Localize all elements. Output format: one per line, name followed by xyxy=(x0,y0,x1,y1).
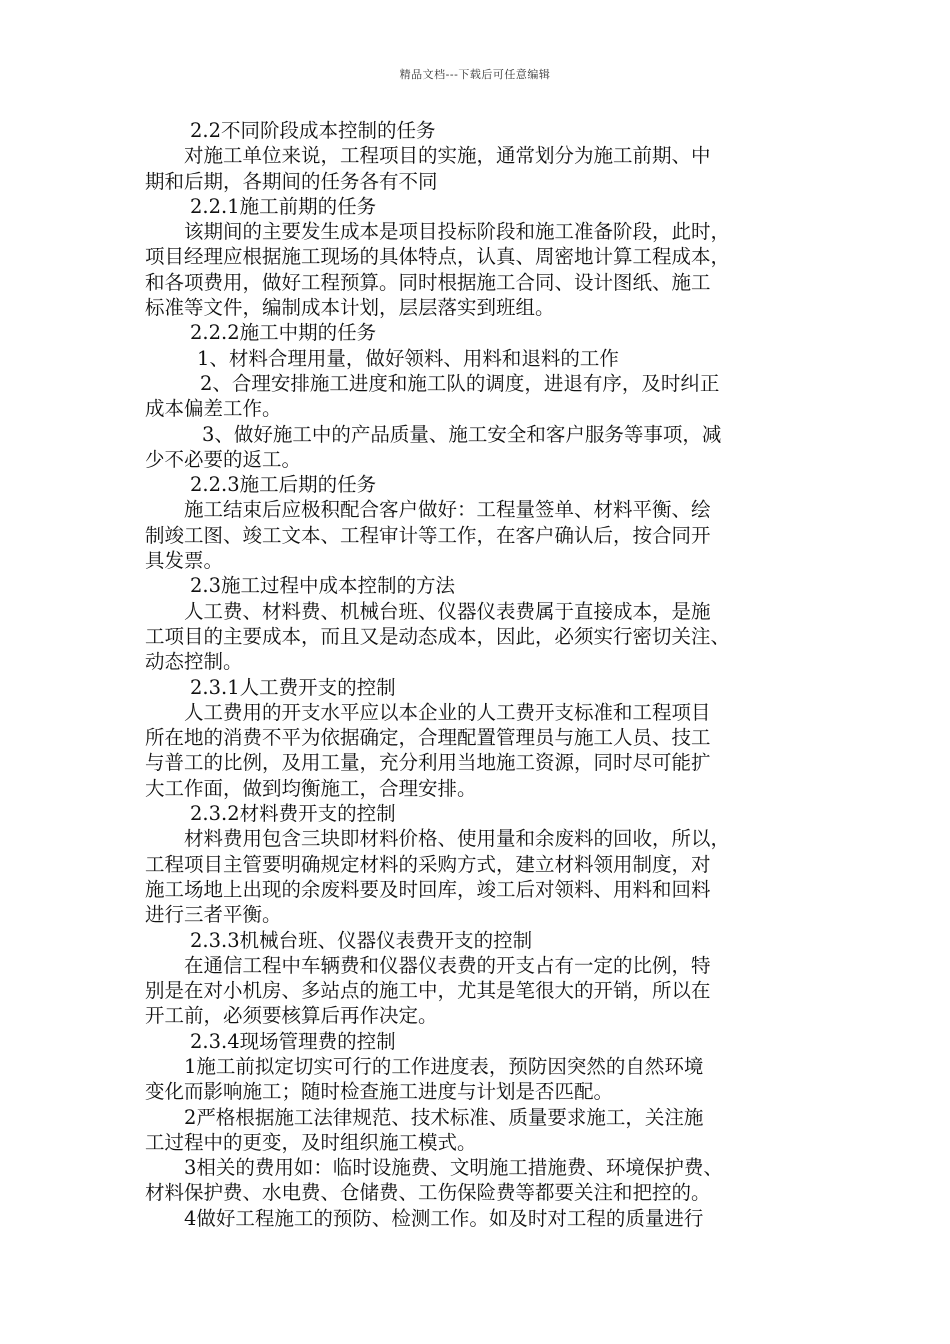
section-heading: 2.2不同阶段成本控制的任务 xyxy=(190,119,436,142)
page-header: 精品文档---下载后可任意编辑 xyxy=(399,68,551,81)
text-line: 该期间的主要发生成本是项目投标阶段和施工准备阶段，此时， xyxy=(184,220,731,244)
text-line: 所在地的消费不平为依据确定，合理配置管理员与施工人员、技工 xyxy=(145,726,711,750)
text-line: 工程项目主管要明确规定材料的采购方式，建立材料领用制度，对 xyxy=(145,852,711,876)
text-line: 3相关的费用如：临时设施费、文明施工措施费、环境保护费、 xyxy=(184,1156,723,1180)
text-line: 对施工单位来说，工程项目的实施，通常划分为施工前期、中 xyxy=(184,144,711,168)
text-line: 少不必要的返工。 xyxy=(145,447,302,471)
section-heading: 2.2.3施工后期的任务 xyxy=(190,473,377,497)
text-line: 在通信工程中车辆费和仪器仪表费的开支占有一定的比例，特 xyxy=(184,953,711,977)
text-line: 3、做好施工中的产品质量、施工安全和客户服务等事项，减 xyxy=(202,422,722,446)
text-line: 人工费用的开支水平应以本企业的人工费开支标准和工程项目 xyxy=(184,700,711,724)
text-line: 工过程中的更变，及时组织施工模式。 xyxy=(145,1130,477,1154)
text-line: 成本偏差工作。 xyxy=(145,397,282,421)
text-line: 材料费用包含三块即材料价格、使用量和余废料的回收，所以， xyxy=(184,827,731,851)
text-line: 期和后期，各期间的任务各有不同 xyxy=(145,169,438,193)
text-line: 施工结束后应极积配合客户做好：工程量签单、材料平衡、绘 xyxy=(184,498,711,522)
text-line: 标准等文件，编制成本计划，层层落实到班组。 xyxy=(145,296,555,320)
text-line: 工项目的主要成本，而且又是动态成本，因此，必须实行密切关注、 xyxy=(145,624,731,648)
section-heading: 2.3.3机械台班、仪器仪表费开支的控制 xyxy=(190,928,533,952)
text-line: 1施工前拟定切实可行的工作进度表，预防因突然的自然环境 xyxy=(184,1054,704,1078)
text-line: 施工场地上出现的余废料要及时回库，竣工后对领料、用料和回料 xyxy=(145,877,711,901)
section-heading: 2.2.1施工前期的任务 xyxy=(190,194,377,218)
section-heading: 2.2.2施工中期的任务 xyxy=(190,321,377,345)
section-heading: 2.3施工过程中成本控制的方法 xyxy=(190,574,456,598)
text-line: 材料保护费、水电费、仓储费、工伤保险费等都要关注和把控的。 xyxy=(145,1181,711,1205)
text-line: 4做好工程施工的预防、检测工作。如及时对工程的质量进行 xyxy=(184,1206,704,1230)
section-heading: 2.3.1人工费开支的控制 xyxy=(190,675,396,699)
text-line: 制竣工图、竣工文本、工程审计等工作，在客户确认后，按合同开 xyxy=(145,523,711,547)
text-line: 别是在对小机房、多站点的施工中，尤其是笔很大的开销，所以在 xyxy=(145,979,711,1003)
text-line: 和各项费用，做好工程预算。同时根据施工合同、设计图纸、施工 xyxy=(145,270,711,294)
text-line: 2、合理安排施工进度和施工队的调度，进退有序，及时纠正 xyxy=(200,371,720,395)
text-line: 开工前，必须要核算后再作决定。 xyxy=(145,1004,438,1028)
text-line: 具发票。 xyxy=(145,549,224,573)
section-heading: 2.3.2材料费开支的控制 xyxy=(190,802,396,826)
text-line: 变化而影响施工；随时检查施工进度与计划是否匹配。 xyxy=(145,1080,614,1104)
section-heading: 2.3.4现场管理费的控制 xyxy=(190,1029,396,1053)
text-line: 1、材料合理用量，做好领料、用料和退料的工作 xyxy=(197,346,619,370)
text-line: 进行三者平衡。 xyxy=(145,903,282,927)
text-line: 人工费、材料费、机械台班、仪器仪表费属于直接成本，是施 xyxy=(184,599,711,623)
document-body xyxy=(145,118,805,1231)
text-line: 2严格根据施工法律规范、技术标准、质量要求施工，关注施 xyxy=(184,1105,704,1129)
text-line: 动态控制。 xyxy=(145,650,243,674)
text-line: 大工作面，做到均衡施工，合理安排。 xyxy=(145,776,477,800)
text-line: 项目经理应根据施工现场的具体特点，认真、周密地计算工程成本， xyxy=(145,245,731,269)
text-line: 与普工的比例，及用工量，充分利用当地施工资源，同时尽可能扩 xyxy=(145,751,711,775)
